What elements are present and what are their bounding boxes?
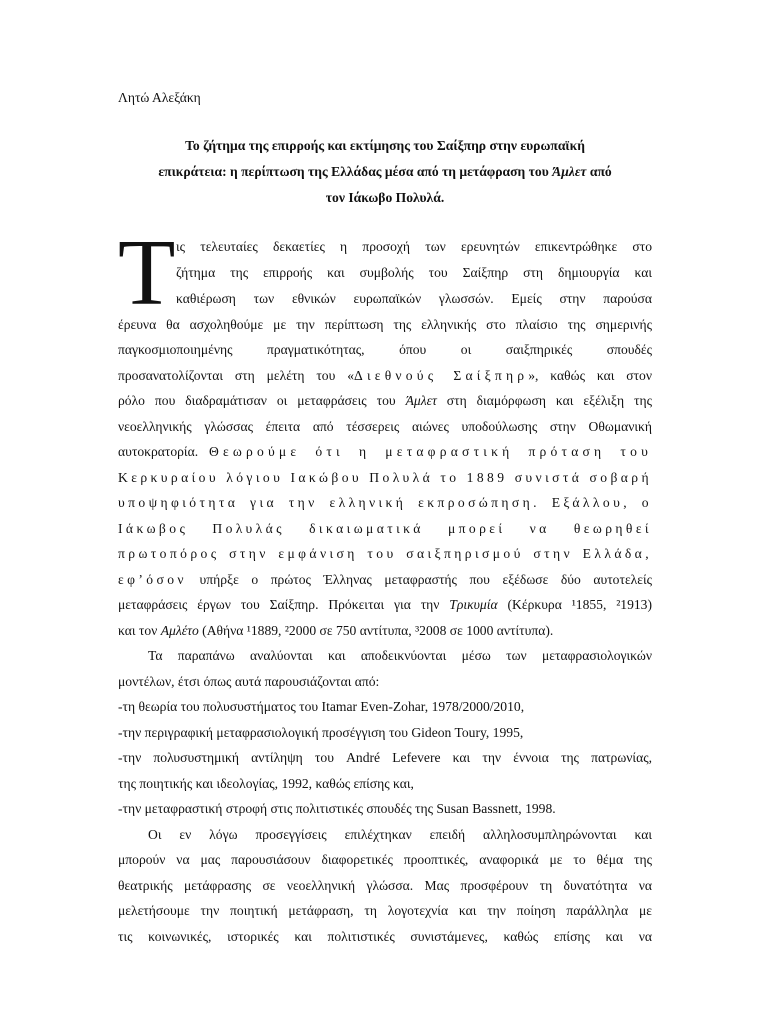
title-line-1: Το ζήτημα της επιρροής και εκτίμησης του Σαίξπηρ στην ευρωπαϊκή (185, 138, 585, 153)
p1-line-9 (118, 443, 652, 461)
paper-title (118, 133, 652, 211)
p2-list-item-2: -την περιγραφική μεταφρασιολογική προσέγγιση του Gideon Toury, 1995, (118, 725, 524, 740)
title-line-2 (118, 159, 652, 185)
author-name: Λητώ Αλεξάκη (118, 90, 201, 105)
p1-line-16 (118, 622, 652, 640)
p1-line-10: Κερκυραίου λόγιου Ιακώβου Πολυλά το 1889 συνιστά σοβαρή (118, 470, 652, 485)
p1-line-5: παγκοσμιοποιημένης πραγματικότητας, όπου οι σαιξπηρικές σπουδές (118, 342, 652, 357)
p1-line-11: υποψηφιότητα για την ελληνική εκπροσώπηση. Εξάλλου, ο (118, 495, 652, 510)
p1-line-14 (118, 571, 652, 589)
p2-line-2: μοντέλων, έτσι όπως αυτά παρουσιάζονται από: (118, 674, 380, 689)
p1-line-15-a: μεταφράσεις έργων του Σαίξπηρ. Πρόκειται για την (118, 597, 450, 612)
p3-line-3: θεατρικής μετάφρασης σε νεοελληνική γλώσσα. Μας προσφέρουν τη δυνατότητα να (118, 878, 652, 893)
p1-spaced-international-shakespeare: Διεθνούς Σαίξπηρ (354, 368, 529, 383)
p1-line-8: νεοελληνικής γλώσσας έπειτα από τέσσερεις αιώνες υποδούλωσης στην Οθωμανική (118, 419, 652, 434)
p1-line-13: πρωτοπόρος στην εμφάνιση του σαιξπηρισμού στην Ελλάδα, (118, 546, 652, 561)
p1-tempest-italic: Τρικυμία (449, 597, 498, 612)
p1-line-7-a: ρόλο που διαδραμάτισαν οι μεταφράσεις του (118, 393, 406, 408)
p1-line-7-b: στη διαμόρφωση και εξέλιξη της (436, 393, 652, 408)
p1-line-16-a: και τον (118, 623, 161, 638)
p1-line-9-spaced: Θεωρούμε ότι η μεταφραστική πρόταση του (208, 444, 652, 459)
p2-line-1: Τα παραπάνω αναλύονται και αποδεικνύονται μέσω των μεταφρασιολογικών (148, 648, 652, 663)
drop-cap: Τ (118, 221, 176, 325)
p1-line-2: ζήτημα της επιρροής και συμβολής του Σαίξπηρ στη δημιουργία και (176, 265, 652, 280)
title-hamlet-italic: Άμλετ (552, 164, 587, 179)
p1-line-7 (118, 392, 652, 410)
title-line-3: τον Ιάκωβο Πολυλά. (325, 190, 445, 205)
p1-hamlet-title-italic: Αμλέτο (160, 623, 199, 638)
p1-line-6-b: », καθώς και στον (528, 368, 652, 383)
p1-line-15 (118, 596, 652, 614)
p3-line-4: μελετήσουμε την ποιητική μετάφραση, τη λογοτεχνία και την ποίηση παράλληλα με (118, 903, 652, 918)
p1-hamlet-italic: Άμλετ (405, 393, 437, 408)
title-line-2-end: από (586, 164, 612, 179)
p1-line-3: καθιέρωση των εθνικών ευρωπαϊκών γλωσσών. Εμείς στην παρούσα (176, 291, 652, 306)
p3-line-2: μπορούν να μας παρουσιάσουν διαφορετικές προοπτικές, αναφορικά με το θέμα της (118, 852, 652, 867)
p1-line-14-b: υπήρξε ο πρώτος Έλληνας μεταφραστής που εξέδωσε δύο αυτοτελείς (186, 572, 652, 587)
p3-line-1: Οι εν λόγω προσεγγίσεις επιλέχτηκαν επειδή αλληλοσυμπληρώνονται και (148, 827, 652, 842)
p2-list-item-3: -την πολυσυστημική αντίληψη του André Lefevere και την έννοια της πατρωνίας, (118, 750, 652, 765)
p2-list-item-3-cont: της ποιητικής και ιδεολογίας, 1992, καθώς επίσης και, (118, 776, 414, 791)
p1-line-6-a: προσανατολίζονται στη μελέτη του « (118, 368, 354, 383)
p1-line-6 (118, 367, 652, 385)
p1-line-9-a: αυτοκρατορία. (118, 444, 209, 459)
p1-line-16-b: (Αθήνα ¹1889, ²2000 σε 750 αντίτυπα, ³2008 σε 1000 αντίτυπα). (198, 623, 554, 638)
p1-line-15-b: (Κέρκυρα ¹1855, ²1913) (497, 597, 652, 612)
p2-list-item-1: -τη θεωρία του πολυσυστήματος του Itamar Even-Zohar, 1978/2000/2010, (118, 699, 525, 714)
p1-line-4: έρευνα θα ασχοληθούμε με την περίπτωση της ελληνικής στο πλαίσιο της σημερινής (118, 317, 652, 332)
p1-line-1: ις τελευταίες δεκαετίες η προσοχή των ερευνητών επικεντρώθηκε στο (176, 239, 652, 254)
p1-line-12: Ιάκωβος Πολυλάς δικαιωματικά μπορεί να θεωρηθεί (118, 521, 652, 536)
p3-line-5: τις κοινωνικές, ιστορικές και πολιτιστικές συνιστάμενες, καθώς επίσης και να (118, 929, 652, 944)
p1-line-14-spaced: εφ’όσον (118, 572, 187, 587)
title-line-2-text: επικράτεια: η περίπτωση της Ελλάδας μέσα από τη μετάφραση του (158, 164, 553, 179)
p2-list-item-4: -την μεταφραστική στροφή στις πολιτιστικές σπουδές της Susan Bassnett, 1998. (118, 801, 556, 816)
